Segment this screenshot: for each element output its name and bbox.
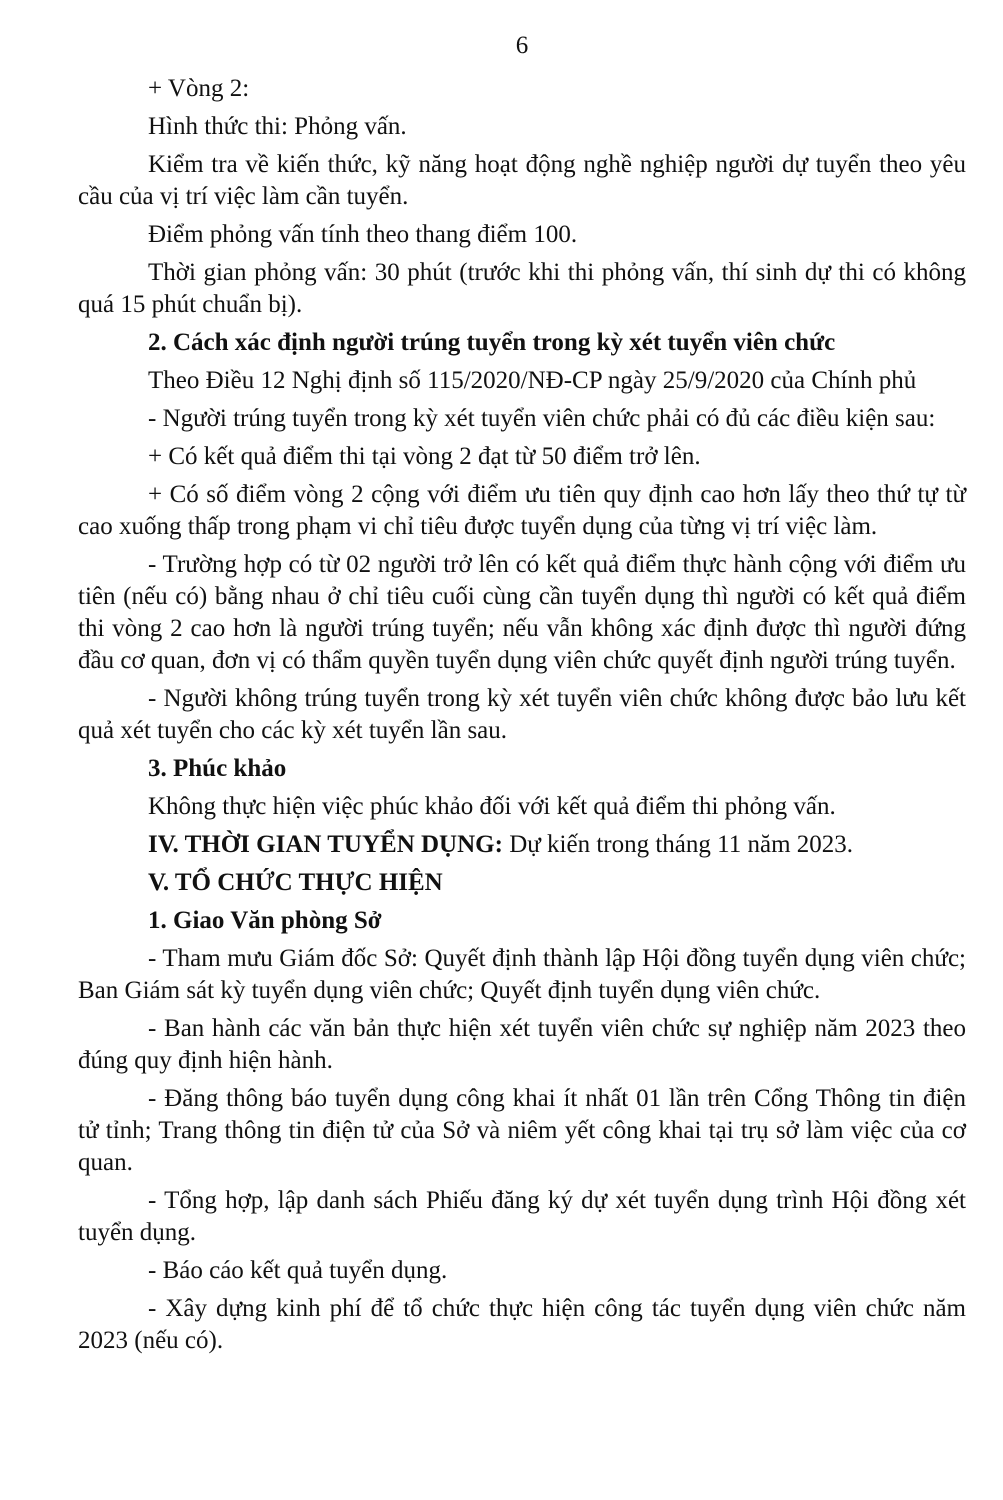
paragraph-tie-break: - Trường hợp có từ 02 người trở lên có kết quả điểm thực hành cộng với điểm ưu tiên (nếu có) bằng nhau ở chỉ tiêu cuối cùng cần tuyển dụng thì người có kết quả điểm thi vòng 2 cao hơn là người trúng tuyển; nếu vẫn không xác định được thì người đứng đầu cơ quan, đơn vị có thẩm quyền tuyển dụng viên chức quyết định người trúng tuyển. [78, 551, 966, 674]
document-page [78, 30, 966, 1363]
heading-subsection-1: 1. Giao Văn phòng Sở [148, 907, 382, 934]
heading-section-v: V. TỔ CHỨC THỰC HIỆN [148, 869, 443, 896]
heading-section-iv [78, 829, 966, 861]
paragraph-interview-score: Điểm phỏng vấn tính theo thang điểm 100. [148, 221, 578, 248]
paragraph-task-1: - Tham mưu Giám đốc Sở: Quyết định thành lập Hội đồng tuyển dụng viên chức; Ban Giám sát kỳ tuyển dụng viên chức; Quyết định tuyển dụng viên chức. [78, 945, 966, 1004]
paragraph-task-3: - Đăng thông báo tuyển dụng công khai ít nhất 01 lần trên Cổng Thông tin điện tử tỉnh; Trang thông tin điện tử của Sở và niêm yết công khai tại trụ sở làm việc của cơ quan. [78, 1085, 966, 1176]
paragraph-task-2: - Ban hành các văn bản thực hiện xét tuyển viên chức sự nghiệp năm 2023 theo đúng quy định hiện hành. [78, 1015, 966, 1074]
paragraph-no-reservation: - Người không trúng tuyển trong kỳ xét tuyển viên chức không được bảo lưu kết quả xét tuyển cho các kỳ xét tuyển lần sau. [78, 685, 966, 744]
paragraph-task-5: - Báo cáo kết quả tuyển dụng. [148, 1257, 448, 1284]
paragraph-exam-form: Hình thức thi: Phỏng vấn. [148, 113, 407, 140]
heading-section-3: 3. Phúc khảo [148, 755, 287, 782]
paragraph-task-4: - Tổng hợp, lập danh sách Phiếu đăng ký dự xét tuyển dụng trình Hội đồng xét tuyển dụng. [78, 1187, 966, 1246]
paragraph-condition-2: + Có số điểm vòng 2 cộng với điểm ưu tiên quy định cao hơn lấy theo thứ tự từ cao xuống thấp trong phạm vi chỉ tiêu được tuyển dụng của từng vị trí việc làm. [78, 481, 966, 540]
heading-section-iv-title: IV. THỜI GIAN TUYỂN DỤNG: [148, 831, 503, 858]
heading-section-iv-detail: Dự kiến trong tháng 11 năm 2023. [502, 831, 854, 858]
page-number: 6 [515, 32, 529, 59]
paragraph-task-6: - Xây dựng kinh phí để tổ chức thực hiện công tác tuyển dụng viên chức năm 2023 (nếu có). [78, 1295, 966, 1354]
paragraph-legal-basis: Theo Điều 12 Nghị định số 115/2020/NĐ-CP ngày 25/9/2020 của Chính phủ [148, 367, 917, 394]
paragraph-condition-1: + Có kết quả điểm thi tại vòng 2 đạt từ 50 điểm trở lên. [148, 443, 701, 470]
paragraph-interview-time: Thời gian phỏng vấn: 30 phút (trước khi thi phỏng vấn, thí sinh dự thi có không quá 15 phút chuẩn bị). [78, 259, 966, 318]
heading-section-2: 2. Cách xác định người trúng tuyển trong kỳ xét tuyển viên chức [148, 329, 836, 356]
paragraph-winner-conditions: - Người trúng tuyển trong kỳ xét tuyển viên chức phải có đủ các điều kiện sau: [148, 405, 936, 432]
paragraph-exam-content: Kiểm tra về kiến thức, kỹ năng hoạt động nghề nghiệp người dự tuyển theo yêu cầu của vị trí việc làm cần tuyển. [78, 151, 966, 210]
paragraph-round-2: + Vòng 2: [148, 75, 250, 102]
paragraph-no-review: Không thực hiện việc phúc khảo đối với kết quả điểm thi phỏng vấn. [148, 793, 836, 820]
